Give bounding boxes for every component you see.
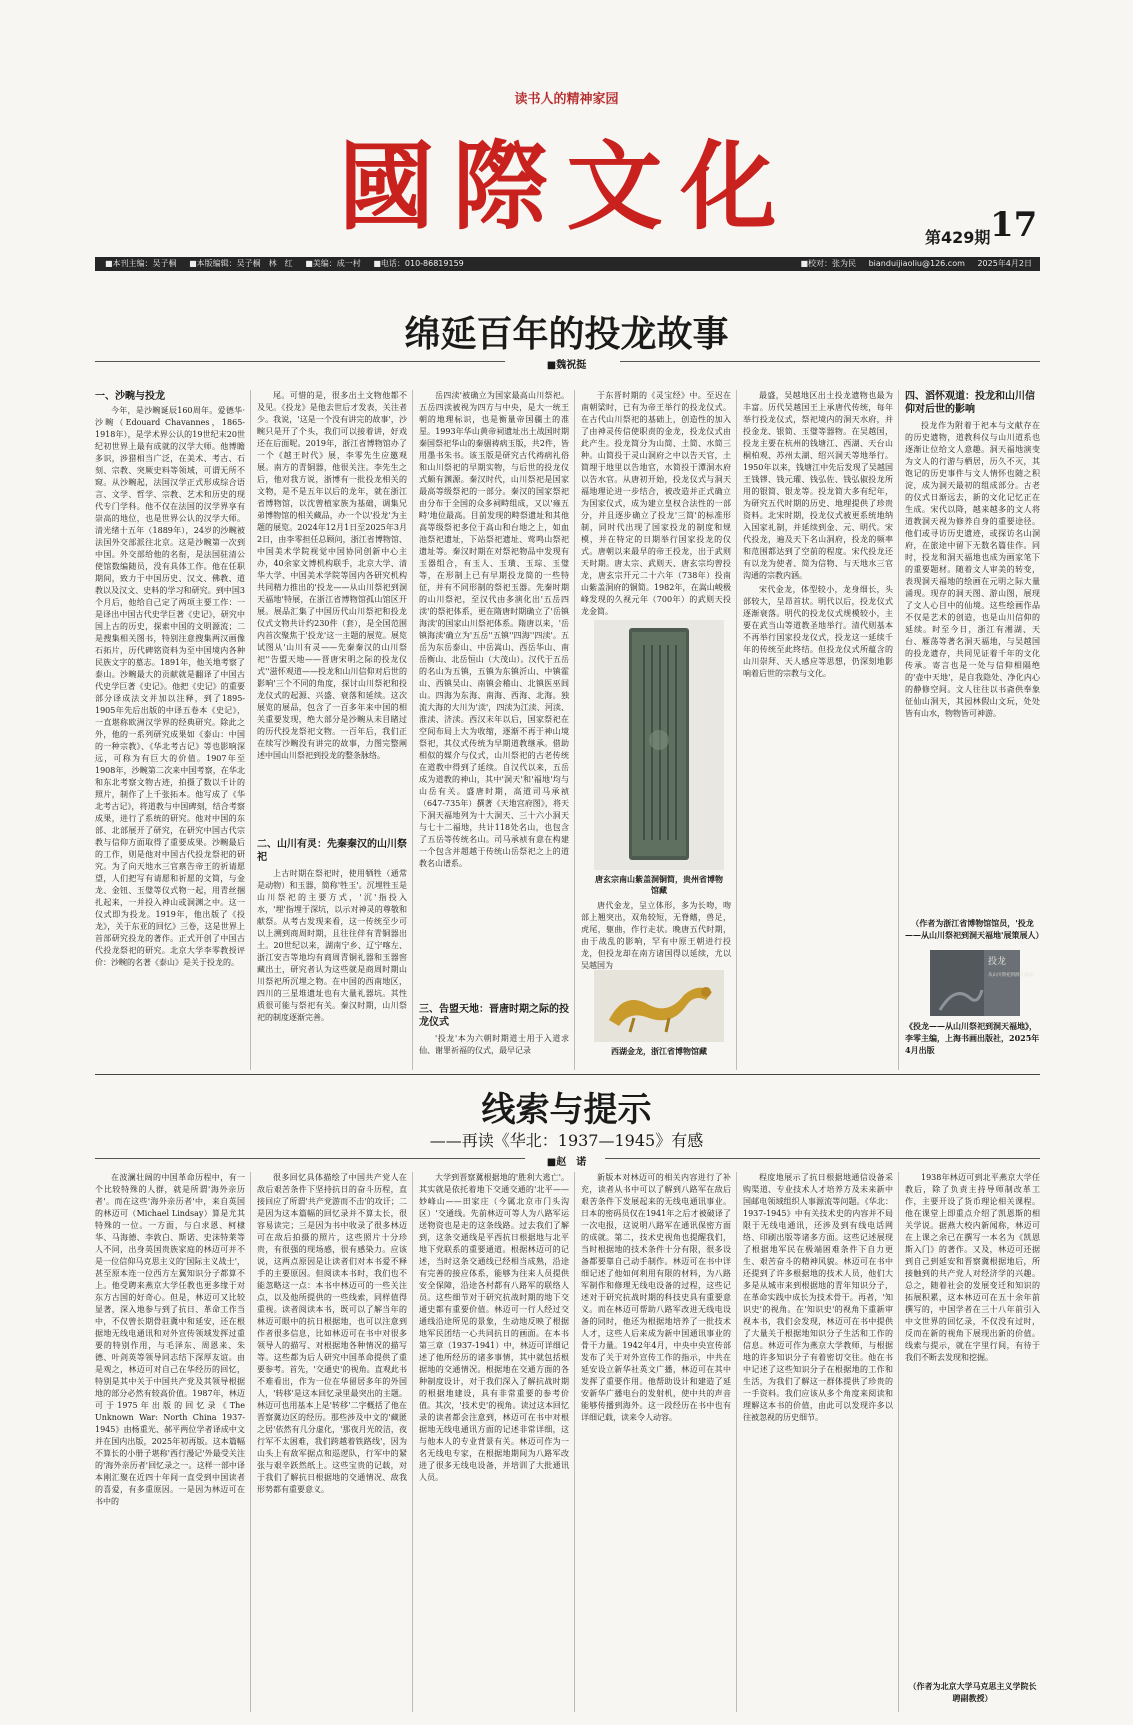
column-divider bbox=[736, 1172, 737, 1712]
article1-column-3b: '投龙'本为六朝时期道士用于入道求仙、谢罪祈福的仪式，最早记录 bbox=[419, 1034, 569, 1055]
byline-rule-right bbox=[620, 361, 1040, 362]
book-cover-title: 投龙 bbox=[988, 957, 1007, 967]
article1-column-2: 尾。可惜的是，很多出土文物他都不及见。《投龙》是他去世后才发表，关注者少。我说，'这是一个没有讲完的故事'，沙畹只是开了个头，我们可以接着讲，好戏还在后面呢。2019年，浙江省博物馆办了一个《越王时代》展，李零先生应邀观展。南方的青铜器，他很关注。李先生之后，他对我方说，浙博有一批投龙相关的文物，是不是五年以后的龙年，就在浙江省博物馆，以沈曾植家族为基础，调集兄弟博物馆的相关藏品，办一个以'投龙'为主题的展览。2024年12月1日至2025年3月2日，由李零担任总顾问，浙江省博物馆、中国美术学院视觉中国协同创新中心主办，40余家文博机构联手，北京大学、清华大学、中国美术学院等国内各研究机构共同精力推出的'投龙——从山川祭祀到洞天福地'特展，在浙江省博物馆孤山馆区开展。展品汇集了中国历代山川祭祀和投龙仪式文物共计约230件（套），是全国范围内首次聚焦于'投龙'这一主题的展览。展览试图从'山川有灵——先秦秦汉的山川祭祀''告盟天地——晋唐宋明之际的投龙仪式''滋怀观道——投龙和山川信仰对后世的影响'三个不同的角度，探讨山川祭祀和投龙仪式的起源、兴盛、衰落和延续。这次展览的展品，包含了一百多年来中国的相关重要发现，绝大部分是沙畹从未目睹过的历代投龙祭祀文物。一百年后，我们正在续写沙畹没有讲完的故事，力图完整阐述中国山川祭祀到投龙的整条脉络。 bbox=[257, 391, 407, 760]
column-divider bbox=[250, 1172, 251, 1712]
section-editor-credit: ■本版编辑：吴子桐 林 红 bbox=[189, 259, 293, 268]
page-number: 17 bbox=[990, 205, 1038, 245]
golden-dragon-photo bbox=[594, 970, 724, 1042]
column-divider bbox=[898, 1172, 899, 1712]
article1-author-credit: （作者为浙江省博物馆馆员，'投龙——从山川祭祀到洞天福地'展策展人） bbox=[905, 918, 1044, 940]
article2-column-2: 很多回忆具体描绘了中国共产党人在敌后艰苦条件下坚持抗日的奋斗历程，直接回应了所谓'共产党游而不击'的攻讦；二是因为这本篇幅的回忆录并不算太长，很容易读完；三是因为书中收录了很多林迈可在敌后拍摄的照片，这些照片十分珍贵，有很强的现场感，很有感染力。应该说，这两点原因是让读者们对本书爱不释手的主要原因。但阅读本书时，我们也不能忽略这一点：本书中林迈可的一些关注点，以及他所提供的一些线索，同样值得重视。读者阅读本书，既可以了解当年的林迈可眼中的抗日根据地，也可以注意到作者很多信息，比如林迈可在书中对很多领导人的描写、对根据地各种情况的描写等。这些都为后人研究中国革命提供了重要参考。首先，'交通史'的视角。直观此书不难看出，作为一位在华留居多年的外国人，'转移'是这本回忆录里最突出的主题。林迈可也用基本上是'转移'二字概括了他在晋察冀边区的经历。那些涉及中文的'藏匿之居'依然有几分虚化，'那夜月光皎洁，夜行军不太困难，我们跨越着铁路线'，因为山头上有敌军据点和巡逻队，行军中的紧张与艰辛跃然纸上。这些宝贵的记载，对于我们了解抗日根据地的交通情况、敌我形势都有重要意义。 bbox=[257, 1173, 407, 1494]
issue-number: 第429期 bbox=[925, 228, 991, 247]
article2-column-5: 程度地展示了抗日根据地通信设备采购渠道、专业技术人才培养方及未来新中国邮电领域组织人事源流等问题。《华北：1937-1945》中有关技术史的内容并不局限于无线电通讯，还涉及到有线电话网络、印刷出版等诸多方面。这些记述展现了根据地军民在极端困难条件下自力更生、艰苦奋斗的精神风貌。林迈可在书中还提到了许多根据地的技术人员，他们大多是从城市来到根据地的青年知识分子，在革命实践中成长为技术骨干。再者，'知识史'的视角。在'知识史'的视角下重新审视本书，我们会发现，林迈可在书中提供了大量关于根据地知识分子生活和工作的信息。林迈可作为燕京大学教师，与根据地的许多知识分子有着密切交往。他在书中记述了这些知识分子在根据地的工作和生活，为我们了解这一群体提供了珍贵的一手资料。我们应该从多个角度来阅读和理解这本书的价值，由此可以发现许多以往被忽视的历史细节。 bbox=[743, 1173, 893, 1422]
email-credit: bianduijiaoliu@126.com bbox=[868, 259, 965, 268]
info-bar bbox=[95, 257, 1040, 271]
column-divider bbox=[574, 1172, 575, 1712]
article1-column-5: 最盛，吴越地区出土投龙遗物也最为丰富。历代吴越国王上承唐代传统，每年举行投龙仪式，祭祀境内的洞天水府，并投金龙、银简、玉璧等器物。在吴越国，投龙主要在杭州的钱塘江、西湖、天台山桐柏观、苏州太湖、绍兴洞天等地举行。1950年以来，钱塘江中先后发现了吴越国王钱镠、钱元瓘、钱弘佐、钱弘俶投龙所用的银简、银龙等。投龙简大多有纪年，为研究五代时期的历史、地理提供了珍贵资料。北宋时期，投龙仪式被更系统地纳入国家礼制，并延续到金、元、明代。宋代投龙，遍及天下名山洞府，投龙的频率和范围都达到了空前的程度。宋代投龙还有以龙为使者、简为信物、与天地水三官沟通的宗教内涵。 宋代金龙，体型较小，龙身细长，头部较大，呈昂首状。明代以后，投龙仪式逐渐衰落。明代的投龙仪式规模较小，主要在武当山等道教圣地举行。清代则基本不再举行国家投龙仪式，投龙这一延续千年的传统至此终结。但投龙仪式所蕴含的山川崇拜、天人感应等思想，仍深刻地影响着后世的宗教与文化。 bbox=[743, 391, 893, 678]
article1-column-3: 岳四渎'被确立为国家最高山川祭祀。五岳四渎被视为四方与中央，是大一统王朝的地理标识，也是衡量帝国疆土的准星。1993年华山黄帝祠遗址出土战国时期秦国祭祀华山的秦骃祷病玉版，共2件，皆用墨书朱书。该玉版是研究古代祷病礼俗和山川祭祀的早期实物，与后世的投龙仪式颇有渊源。秦汉时代，山川祭祀是国家最高等级祭祀的一部分。秦汉的国家祭祀由分布于全国的众多祠畤组成，又以'雍五畤'地位最高。目前发现的畤祭遗址和其他高等级祭祀多位于高山和台地之上，如血池祭祀遗址，下站祭祀遗址、莺鸣山祭祀遗址等。秦汉时期在对祭祀物品中发现有玉器组合，有玉人、玉璜、玉琮、玉璧等，在形制上已有早期投龙简的一些特征，并有不同形制的祭祀玉器。先秦时期的山川祭祀，至汉代由多演化出'五岳四渎'的祭祀体系，更在隋唐时期确立了'岳镇海渎'的国家山川祭祀体系。隋唐以来，'岳镇海渎'确立为'五岳''五镇''四海''四渎'。五岳为东岳泰山、中岳嵩山、西岳华山、南岳衡山、北岳恒山（大茂山）。汉代于五岳的名山为五镇，五镇为东镇沂山、中镇霍山、西镇吴山、南镇会稽山、北镇医巫闾山。四海为东海、南海、西海、北海。独流大海的大川为'渎'，四渎为江渎、河渎、淮渎、济渎。西汉末年以后，国家祭祀在空间布局上大为收缩，逐渐不再于神山境祭祀，其仪式传统为早期道教继承。借助相似的媒介与仪式，山川祭祀的古老传统在道教中得到了延续。自汉代以来，五岳成为道教的神山，其中'洞天'和'福地'均与山岳有关。盛唐时期，高道司马承祯（647-735年）撰著《天地宫府图》，将天下洞天福地列为十大洞天、三十六小洞天与七十二福地，共计118处名山，也包含了五岳等传统名山。司马承祯有意在构建一个包含并超越于传统山岳祭祀之上的道教名山谱系。 bbox=[419, 391, 569, 868]
article2-column-4: 新版本对林迈可的相关内容进行了补充，读者从书中可以了解到八路军在敌后艰苦条件下发展起来的无线电通讯事业。日本的密码员仅在1941年之后才被破译了一次电报，这说明八路军在通讯保密方面的成就。第二，技术史视角也提醒我们，当时根据地的技术条件十分有限，很多设备都要靠自己动手制作。林迈可在书中详细记述了他如何利用有限的材料，为八路军制作和修理无线电设备的过程，这些记述对于研究抗战时期的科技史具有重要意义。而在林迈可帮助八路军改进无线电设备的同时，他还为根据地培养了一批技术人才，这些人后来成为新中国通讯事业的骨干力量。1942年4月，中央中央宣传部发布了关于对外宣传工作的指示，中共在延安设立新华社英文广播，林迈可在其中发挥了重要作用。他帮助设计和建造了延安新华广播电台的发射机，使中共的声音能够传播到海外。这一段经历在书中也有详细记载，读来令人动容。 bbox=[581, 1173, 731, 1422]
article1-column-4b: 唐代金龙，呈立体形，多为长吻，吻部上翘突出，双角较短，无脊鳍，兽足，虎尾，躯曲，作行走状。晚唐五代时期，由于战乱的影响，罕有中原王朝进行投龙，但投龙却在南方诸国得以延续，尤以吴越国为 bbox=[581, 901, 731, 970]
article2-title: 线索与提示 bbox=[481, 1090, 652, 1130]
article1-column-1: 今年，是沙畹诞辰160周年。爱德华·沙畹（Edouard Chavannes，1865-1918年），是学术界公认的19世纪末20世纪初世界上最有成就的汉学大师。他博瞻多识，涉猎相当广泛，在美术、考古、石刻、宗教、突厥史料等领域，可谓无所不窥。从沙畹起，法国汉学正式形成综合语言、文学、哲学、宗教、艺术和历史的现代专门学科。他不仅在法国的汉学界享有崇高的地位，也是世界公认的汉学大师。清光绪十五年（1889年），24岁的沙畹被法国外交部派往北京。这是沙畹第一次到中国。外交部给他的名衔，是法国驻清公使馆数编随员，没有具体工作。他在任职期间，致力于中国历史、汉文、佛教、道教以及汉文、史料的学习和研究。到中国3个月后，他给自己定了两项主要工作：一是译出中国古代史学巨著《史记》，研究中国上古的历史，探索中国的文明源流；二是搜集相关图书，特别注意搜集两汉画像石拓片，历代碑铭资料为至中国境内各种民族文字的墓志。1891年，他关地考察了泰山。沙畹最大的贡献就是翻译了中国古代史学巨著《史记》。他把《史记》的重要部分译成法文并加以注释，到了1895-1905年先后出版的中译五卷本《史记》，一直堪称欧洲汉学界的经典研究。除此之外，他的一系列研究成果如《泰山：中国的一种宗教》、《华北考古记》等也影响深远，可称为有巨大的价值。1907年至1908年，沙畹第二次来中国考察，在华北和东北考察文物古迹，拍摄了数以千计的照片，制作了上千张拓本。他写成了《华北考古记》，将道教与中国碑刻，结合考察成果，进行了系统的研究。他对中国的东部、北部展开了研究，在研究中国古代宗教与信仰方面取得了重要成果。沙畹最后的工作，则是他对中国古代投龙祭祀的研究。为了向天地水三官禀告帝王的祈请愿望，人们把写有请愿和祈愿的文简，与金龙、金钮、玉璧等仪式物一起，用青丝捆扎起来，一并投入神山或洞渊之中。这一仪式即为投龙。1919年，他出版了《投龙》，关于东亚的回忆》三卷，这是世界上首部研究投龙的著作。正式开创了中国古代投龙祭祀的研究。北京大学李零教授评价：沙畹的名著《泰山》是关于投龙的。 bbox=[95, 406, 245, 967]
byline-rule-right bbox=[605, 1158, 1040, 1159]
art-credit: ■美编：成一村 bbox=[305, 259, 361, 268]
article1-section2-title: 二、山川有灵：先秦秦汉的山川祭祀 bbox=[257, 839, 407, 863]
bronze-slip-photo bbox=[594, 620, 724, 870]
article1-column-6: 投龙作为附着于祀本与文献存在的历史遗物，道教科仪与山川道系也逐渐让位给文人意趣。洞天福地演变为文人的行游与栖居，历久不灭，其饱记的历史事件与文人情怀也随之积淀，成为洞天最初的组成部分。古老的仪式日渐远去，新的文化记忆正在生成。宋代以降，越来越多的文人将道教洞天视为修养自身的重要途径。他们或寻访历史遗迹，或探访名山洞府，在旅途中留下无数名篇佳作。同时，投龙和洞天福地也成为画家笔下的重要题材。随着文人审美的转变，表现洞天福地的绘画在元明之际大量涌现。现存的洞天图、游山图，展现了文人心目中的仙境。这些绘画作品不仅是艺术的创造，也是山川信仰的延续。时至今日，浙江有湘湖、天台、雁荡等著名洞天福地，与吴越国的投龙遗存，共同见证着千年的文化传承。寄言也是一处与信仰相隔绝的'壶中天地'，是自我隐处、净化内心的静修空间。文人往往以书斋供奉象征仙山洞天，其园林假山文玩，处处皆有山水，物物皆可神游。 bbox=[905, 421, 1040, 718]
column-divider bbox=[412, 1172, 413, 1712]
article1-column-4: 于东晋时期的《灵宝经》中。至迟在南朝梁时，已有为帝王举行的投龙仪式。在古代山川祭祀的基础上，创造性的加入了由神灵传信使职责的金龙，投龙仪式由此产生。投龙简分为山简、土简、水简三种。山简投于灵山洞府之中以告天官，土简埋于地里以告地官，水简投于潭洞水府以告水官。从唐初开始，投龙仪式与洞天福地理论进一步结合，被改造并正式确立为国家仪式，成为建立皇权合法性的一部分，并且逐步确立了投龙'三简'的标准形制，同时代出现了国家投龙的制度和规模，并在特定的日期举行国家投龙的仪式。唐朝以来最早的帝王投龙，出于武则天时期。唐太宗、武则天、唐玄宗均曾投龙，唐玄宗开元二十六年（738年）投南山紫盖洞府的铜简。1982年，在嵩山峻极峰发现的久视元年（700年）的武则天投龙金简。 bbox=[581, 391, 731, 616]
byline-rule-left bbox=[95, 1158, 525, 1159]
bronze-slip-caption: 唐玄宗南山紫盖洞铜简，贵州省博物馆藏 bbox=[595, 875, 723, 895]
article2-column-6: 1938年林迈可到北平燕京大学任教后，除了负责主持导师制改革工作，主要开设了货币理论相关课程。他在课堂上即重点介绍了凯恩斯的相关学说。据燕大校内新闻称，林迈可在上课之余已在撰写一本名为《凯恩斯入门》的著作。又及，林迈可还据到自己到延安和晋察冀根据地后，所接触到的共产党人对经济学的兴趣。总之，随着社会的发展变迁和知识的拓展积累，这本林迈可在五十余年前撰写的，中国学者在三十八年前引入中文世界的回忆录，不仅没有过时，反而在新的视角下展现出新的价值。线索与提示，就在字里行间，有待于我们不断去发现和挖掘。 bbox=[905, 1173, 1040, 1362]
phone-credit: ■电话：010-86819159 bbox=[373, 259, 464, 268]
column-divider bbox=[250, 390, 251, 1070]
byline-rule-left bbox=[95, 361, 505, 362]
article2-column-3: 大学到晋察冀根据地的'胜利大逃亡'。其实就是依托着地下交通交通的'北平——妙峰山——田家庄（今属北京市门头沟区）'交通线。先前林迈可等人为八路军运送物资也是走的这条线路。过去我们了解到，这条交通线是平西抗日根据地与北平地下党联系的重要通道。根据林迈可的记述，当时这条交通线已经相当成熟，沿途有完善的接应体系，能够为往来人员提供安全保障，沿途各村都有八路军的联络人员。这些细节对于研究抗战时期的地下交通史都有重要价值。林迈可一行人经过交通线沿途所见的景象，生动地反映了根据地军民团结一心共同抗日的画面。在本书第三章（1937-1941）中，林迈可详细记述了他所经历的诸多事情，其中就包括根据地的交通情况。根据地在交通方面的各种制度设计，对于我们深入了解抗战时期的根据地建设，具有非常重要的参考价值。其次，'技术史'的视角。读过这本回忆录的读者都会注意到，林迈可在书中对根据地无线电通讯方面的记述非常详细，这与他本人的专业背景有关。林迈可作为一名无线电专家，在根据地期间为八路军改进了很多无线电设备，并培训了大批通讯人员。 bbox=[419, 1173, 569, 1482]
article2-author-credit: （作者为北京大学马克思主义学院长聘副教授） bbox=[908, 1681, 1037, 1703]
editor-credit: ■本刊主编：吴子桐 bbox=[105, 259, 177, 268]
column-divider bbox=[412, 390, 413, 1070]
article1-column-2b: 上古时期在祭祀时，使用牺牲（通常是动物）和玉器，简称'牲玉'。沉埋牲玉是山川祭祀的主要方式，'沉'指投入水，'埋'指埋于深坑，以示对神灵的尊敬和献祭。从考古发现来看，这一传统至少可以上溯到商周时期，且往往伴有青铜器出土。20世纪以来，湖南宁乡、辽宁喀左、浙江安吉等地均有商周青铜礼器和玉器窖藏出土，研究者认为这些就是商周时期山川祭祀所沉埋之物。在中国的西南地区，四川的三星堆遗址也有大量礼器坑。其性质很可能与祭祀有关。秦汉时期，山川祭祀的制度逐渐完善。 bbox=[257, 869, 407, 1022]
article-separator bbox=[95, 1074, 1040, 1075]
column-divider bbox=[574, 390, 575, 1070]
article1-section4-title: 四、滔怀观道：投龙和山川信仰对后世的影响 bbox=[905, 391, 1035, 415]
article1-section1-title: 一、沙畹与投龙 bbox=[95, 391, 165, 402]
article1-title: 绵延百年的投龙故事 bbox=[404, 313, 729, 355]
article1-section3-title: 三、告盟天地：晋唐时期之际的投龙仪式 bbox=[419, 1004, 569, 1028]
article2-column-1: 在波澜壮阔的中国革命历程中，有一个比较特殊的人群，就是所谓'海外亲历者'。而在这些'海外亲历者'中，来自英国的林迈可（Michael Lindsay）算是尤其特殊的一位。一方面，与白求恩、柯棣华、马海德、李敦白、斯诺、史沫特莱等人不同，出身英国贵族家庭的林迈可并不是一位信仰马克思主义的'国际主义战士'，甚至原本连一位西方左翼知识分子都算不上。他受聘来燕京大学任教也更多缘于对东方古国的好奇心。但是，林迈可又比较显著，深入地参与到了抗日、革命工作当中，不仅曾长期骨驻冀中和延安，还在根据地无线电通讯和对外宣传领域发挥过重要的特别作用，与毛泽东、周恩来、朱德、叶剑英等领导同志结下深厚友谊。由是观之，林迈可对自己在华经历的回忆，特别是其中关于中国共产党及其领导根据地的部分必然有较高价值。1987年，林迈可于1975年出版的回忆录《The Unknown War: North China 1937-1945》由杨重光、郝平两位学者译成中文并在国内出版，2025年初再版。这本篇幅不算长的小册子堪称'西行漫记'外最受关注的'海外亲历者'回忆录之一。这样一部中译本刚汇聚在近四十年间一直受到中国读者的喜爱，有多重原因。一是因为林迈可在书中的 bbox=[95, 1173, 245, 1506]
date-credit: 2025年4月2日 bbox=[977, 259, 1032, 268]
golden-dragon-caption: 西湖金龙，浙江省博物馆藏 bbox=[611, 1047, 707, 1056]
proofread-credit: ■校对：张为民 bbox=[800, 259, 857, 268]
column-divider bbox=[898, 390, 899, 1070]
article2-subtitle: ——再读《华北：1937—1945》有感 bbox=[429, 1131, 704, 1150]
book-cover-subtitle: 从山川祭祀到洞天福地 bbox=[988, 973, 1033, 978]
column-divider bbox=[736, 390, 737, 1070]
article2-byline: ■赵 诺 bbox=[546, 1157, 587, 1168]
book-caption: 《投龙——从山川祭祀到洞天福地》，李零主编，上海书画出版社，2025年4月出版 bbox=[905, 1021, 1040, 1055]
book-cover-image bbox=[930, 950, 1033, 1016]
article1-byline: ■魏祝挺 bbox=[546, 360, 587, 371]
header-slogan: 读书人的精神家园 bbox=[514, 92, 619, 107]
masthead-title: 國際文化 bbox=[338, 130, 795, 243]
